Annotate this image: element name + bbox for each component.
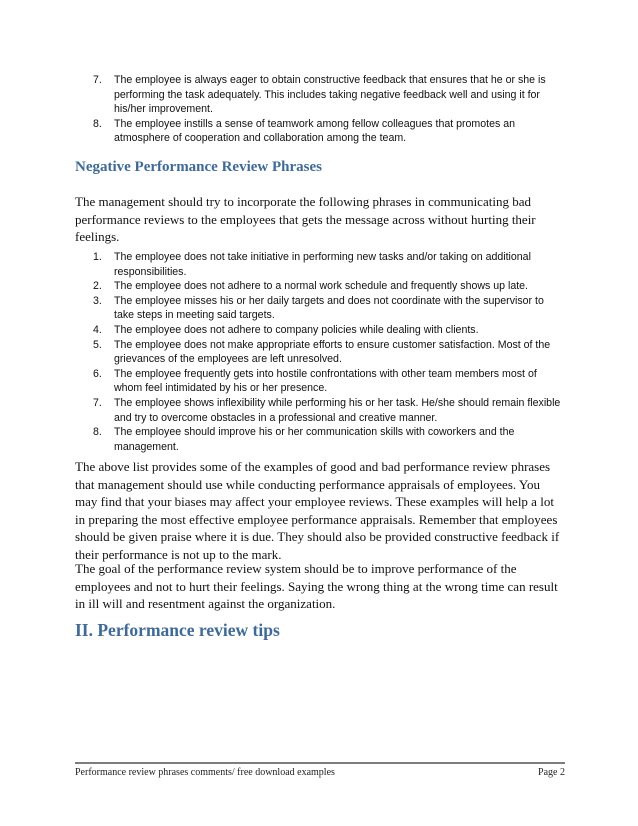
list-item-number: 2. [93,280,102,293]
list-item-text: The employee frequently gets into hostile confrontations with other team members most of whom feel intimidated by his or her presence. [114,367,537,395]
list-item [93,323,563,338]
positive-phrases-list-continued [93,73,563,146]
list-item-number: 1. [93,251,102,263]
list-item [93,294,563,323]
list-item-number: 7. [93,74,102,86]
negative-phrases-heading: Negative Performance Review Phrases [75,159,322,175]
list-item [93,73,563,117]
list-item-text: The employee misses his or her daily targets and does not coordinate with the supervisor to take steps in meeting said targets. [114,294,544,322]
list-item [93,425,563,454]
list-item-number: 7. [93,396,102,409]
list-item-number: 8. [93,117,102,130]
list-item-number: 8. [93,426,102,439]
list-item-text: The employee does not make appropriate efforts to ensure customer satisfaction. Most of the grievances of the employees are left unresolved. [114,338,551,366]
list-item-number: 5. [93,338,102,351]
summary-paragraph: The above list provides some of the examples of good and bad performance review phrases that management should use while conducting performance appraisals of employees. You may find that your biases may affect your employee reviews. These examples will help a lot in preparing the most effective employee performance appraisals. Remember that employees should be given praise where it is due. They should also be provided constructive feedback if their performance is not up to the mark. [75,459,560,562]
footer-title: Performance review phrases comments/ free download examples [75,767,335,778]
page-number: Page 2 [538,767,565,778]
list-item-number: 4. [93,323,102,336]
list-item [93,338,563,367]
list-item-number: 6. [93,367,102,380]
footer-divider [75,762,565,764]
list-item-text: The employee does not adhere to company policies while dealing with clients. [114,323,479,336]
list-item-text: The employee is always eager to obtain constructive feedback that ensures that he or she is performing the task adequately. This includes taking negative feedback well and using it for his/her improvement. [114,74,546,116]
negative-phrases-intro: The management should try to incorporate the following phrases in communicating bad performance reviews to the employees that gets the message across without hurting their feelings. [75,194,536,244]
negative-phrases-list [93,250,563,454]
list-item-text: The employee instills a sense of teamwork among fellow colleagues that promotes an atmosphere of cooperation and collaboration among the team. [114,117,516,145]
list-item-text: The employee does not adhere to a normal work schedule and frequently shows up late. [114,280,528,293]
list-item [93,279,563,294]
list-item [93,396,563,425]
list-item-number: 3. [93,294,102,307]
performance-review-tips-heading: II. Performance review tips [75,620,280,640]
list-item-text: The employee shows inflexibility while performing his or her task. He/she should remain flexible and try to overcome obstacles in a professional and creative manner. [114,396,561,424]
list-item-text: The employee does not take initiative in performing new tasks and/or taking on additional responsibilities. [114,251,531,278]
goal-paragraph: The goal of the performance review system should be to improve performance of the employees and not to hurt their feelings. Saying the wrong thing at the wrong time can result in ill will and resentment against the organization. [75,561,558,611]
list-item-text: The employee should improve his or her communication skills with coworkers and the management. [114,426,515,453]
list-item [93,367,563,396]
list-item [93,250,563,279]
list-item [93,117,563,146]
